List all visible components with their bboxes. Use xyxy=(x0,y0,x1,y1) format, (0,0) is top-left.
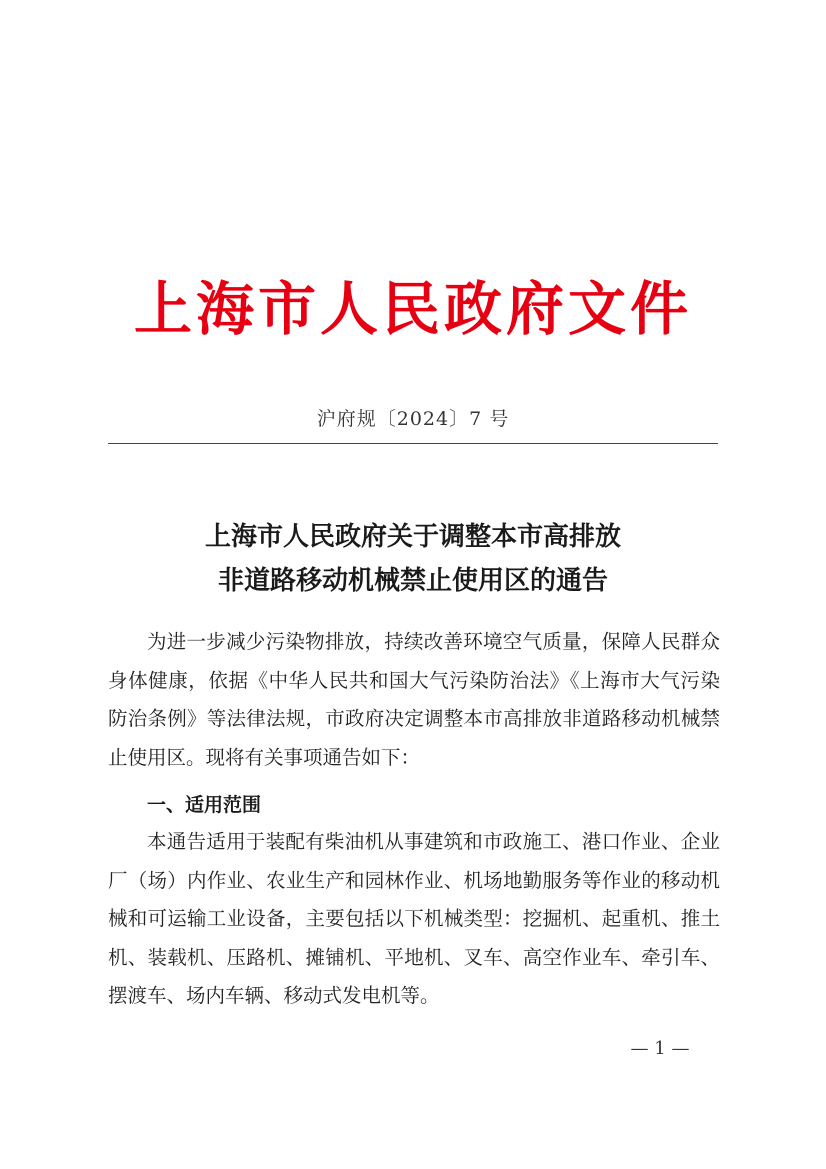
intro-paragraph: 为进一步减少污染物排放，持续改善环境空气质量，保障人民群众身体健康，依据《中华人民共和国大气污染防治法》《上海市大气污染防治条例》等法律法规，市政府决定调整本市高排放非道路移动机械禁止使用区。现将有关事项通告如下： xyxy=(108,630,720,769)
document-title-line-1: 上海市人民政府关于调整本市高排放 xyxy=(204,522,621,552)
section-heading-scope: 一、适用范围 xyxy=(147,794,262,816)
scope-paragraph: 本通告适用于装配有柴油机从事建筑和市政施工、港口作业、企业厂（场）内作业、农业生产和园林作业、机场地勤服务等作业的移动机械和可运输工业设备，主要包括以下机械类型：挖掘机、起重机、推土机、装载机、压路机、摊铺机、平地机、叉车、高空作业车、牵引车、摆渡车、场内车辆、移动式发电机等。 xyxy=(108,830,720,1007)
document-title xyxy=(0,515,826,603)
red-divider-line xyxy=(108,443,718,444)
document-title-line-2: 非道路移动机械禁止使用区的通告 xyxy=(217,566,608,596)
document-number: 沪府规〔2024〕7 号 xyxy=(316,408,510,430)
page-number: — 1 — xyxy=(630,1038,690,1059)
document-masthead: 上海市人民政府文件 xyxy=(133,275,692,343)
